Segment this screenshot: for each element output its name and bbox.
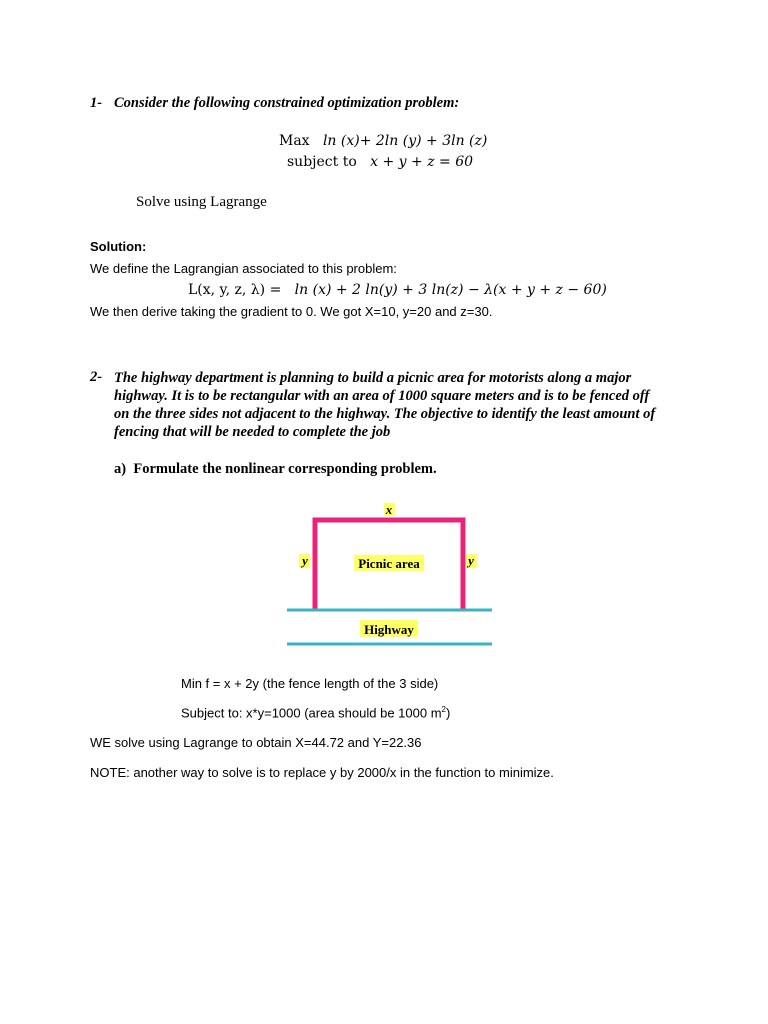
highway-label: Highway	[364, 622, 414, 637]
constraint-superscript: 2	[441, 705, 446, 714]
objective-expression: ln (x)+ 2ln (y) + 3ln (z)	[322, 133, 488, 149]
solution-intro: We define the Lagrangian associated to this problem:	[90, 261, 397, 276]
objective-keyword: Max	[279, 133, 310, 149]
question-1-number: 1-	[90, 95, 103, 111]
note-text: NOTE: another way to solve is to replace y by 2000/x in the function to minimize.	[90, 765, 554, 780]
prompt-line: The highway department is planning to build a picnic area for motorists along a major	[114, 370, 632, 386]
constraint-expression: x + y + z = 60	[370, 154, 474, 170]
objective-line	[279, 133, 487, 149]
prompt-line: fencing that will be needed to complete the job	[114, 424, 391, 440]
lagrangian-lhs: L(x, y, z, λ) =	[188, 282, 282, 298]
part-a	[114, 461, 437, 478]
constraint-keyword: subject to	[287, 154, 357, 170]
lagrangian-rhs: ln (x) + 2 ln(y) + 3 ln(z) − λ(x + y + z − 60)	[294, 282, 607, 298]
lagrangian-equation	[188, 282, 607, 298]
part-a-label: a)	[114, 461, 127, 477]
constraint-main: Subject to: x*y=1000 (area should be 1000 m	[181, 705, 442, 721]
picnic-area-label: Picnic area	[358, 556, 420, 571]
prompt-line: highway. It is to be rectangular with an area of 1000 square meters and is to be fenced off	[114, 388, 650, 404]
constraint-text	[181, 705, 450, 720]
solution-result: We then derive taking the gradient to 0. We got X=10, y=20 and z=30.	[90, 304, 493, 319]
solution-heading: Solution:	[90, 239, 147, 254]
right-y-label: y	[468, 553, 474, 568]
constraint-line	[287, 154, 473, 170]
instruction-text: Solve using Lagrange	[136, 194, 267, 210]
objective-text: Min f = x + 2y (the fence length of the 3 side)	[181, 676, 439, 691]
result-text: WE solve using Lagrange to obtain X=44.72 and Y=22.36	[90, 735, 422, 750]
question-2-number: 2-	[90, 369, 103, 385]
left-y-label: y	[302, 553, 308, 568]
prompt-line: on the three sides not adjacent to the highway. The objective to identify the least amount of	[114, 406, 656, 422]
part-a-text: Formulate the nonlinear corresponding problem.	[133, 461, 437, 477]
top-x-label: x	[385, 502, 393, 517]
question-2-prompt	[114, 369, 655, 441]
picnic-area-diagram	[280, 496, 500, 652]
question-1-prompt: Consider the following constrained optimization problem:	[114, 95, 460, 111]
constraint-close: )	[446, 705, 451, 721]
